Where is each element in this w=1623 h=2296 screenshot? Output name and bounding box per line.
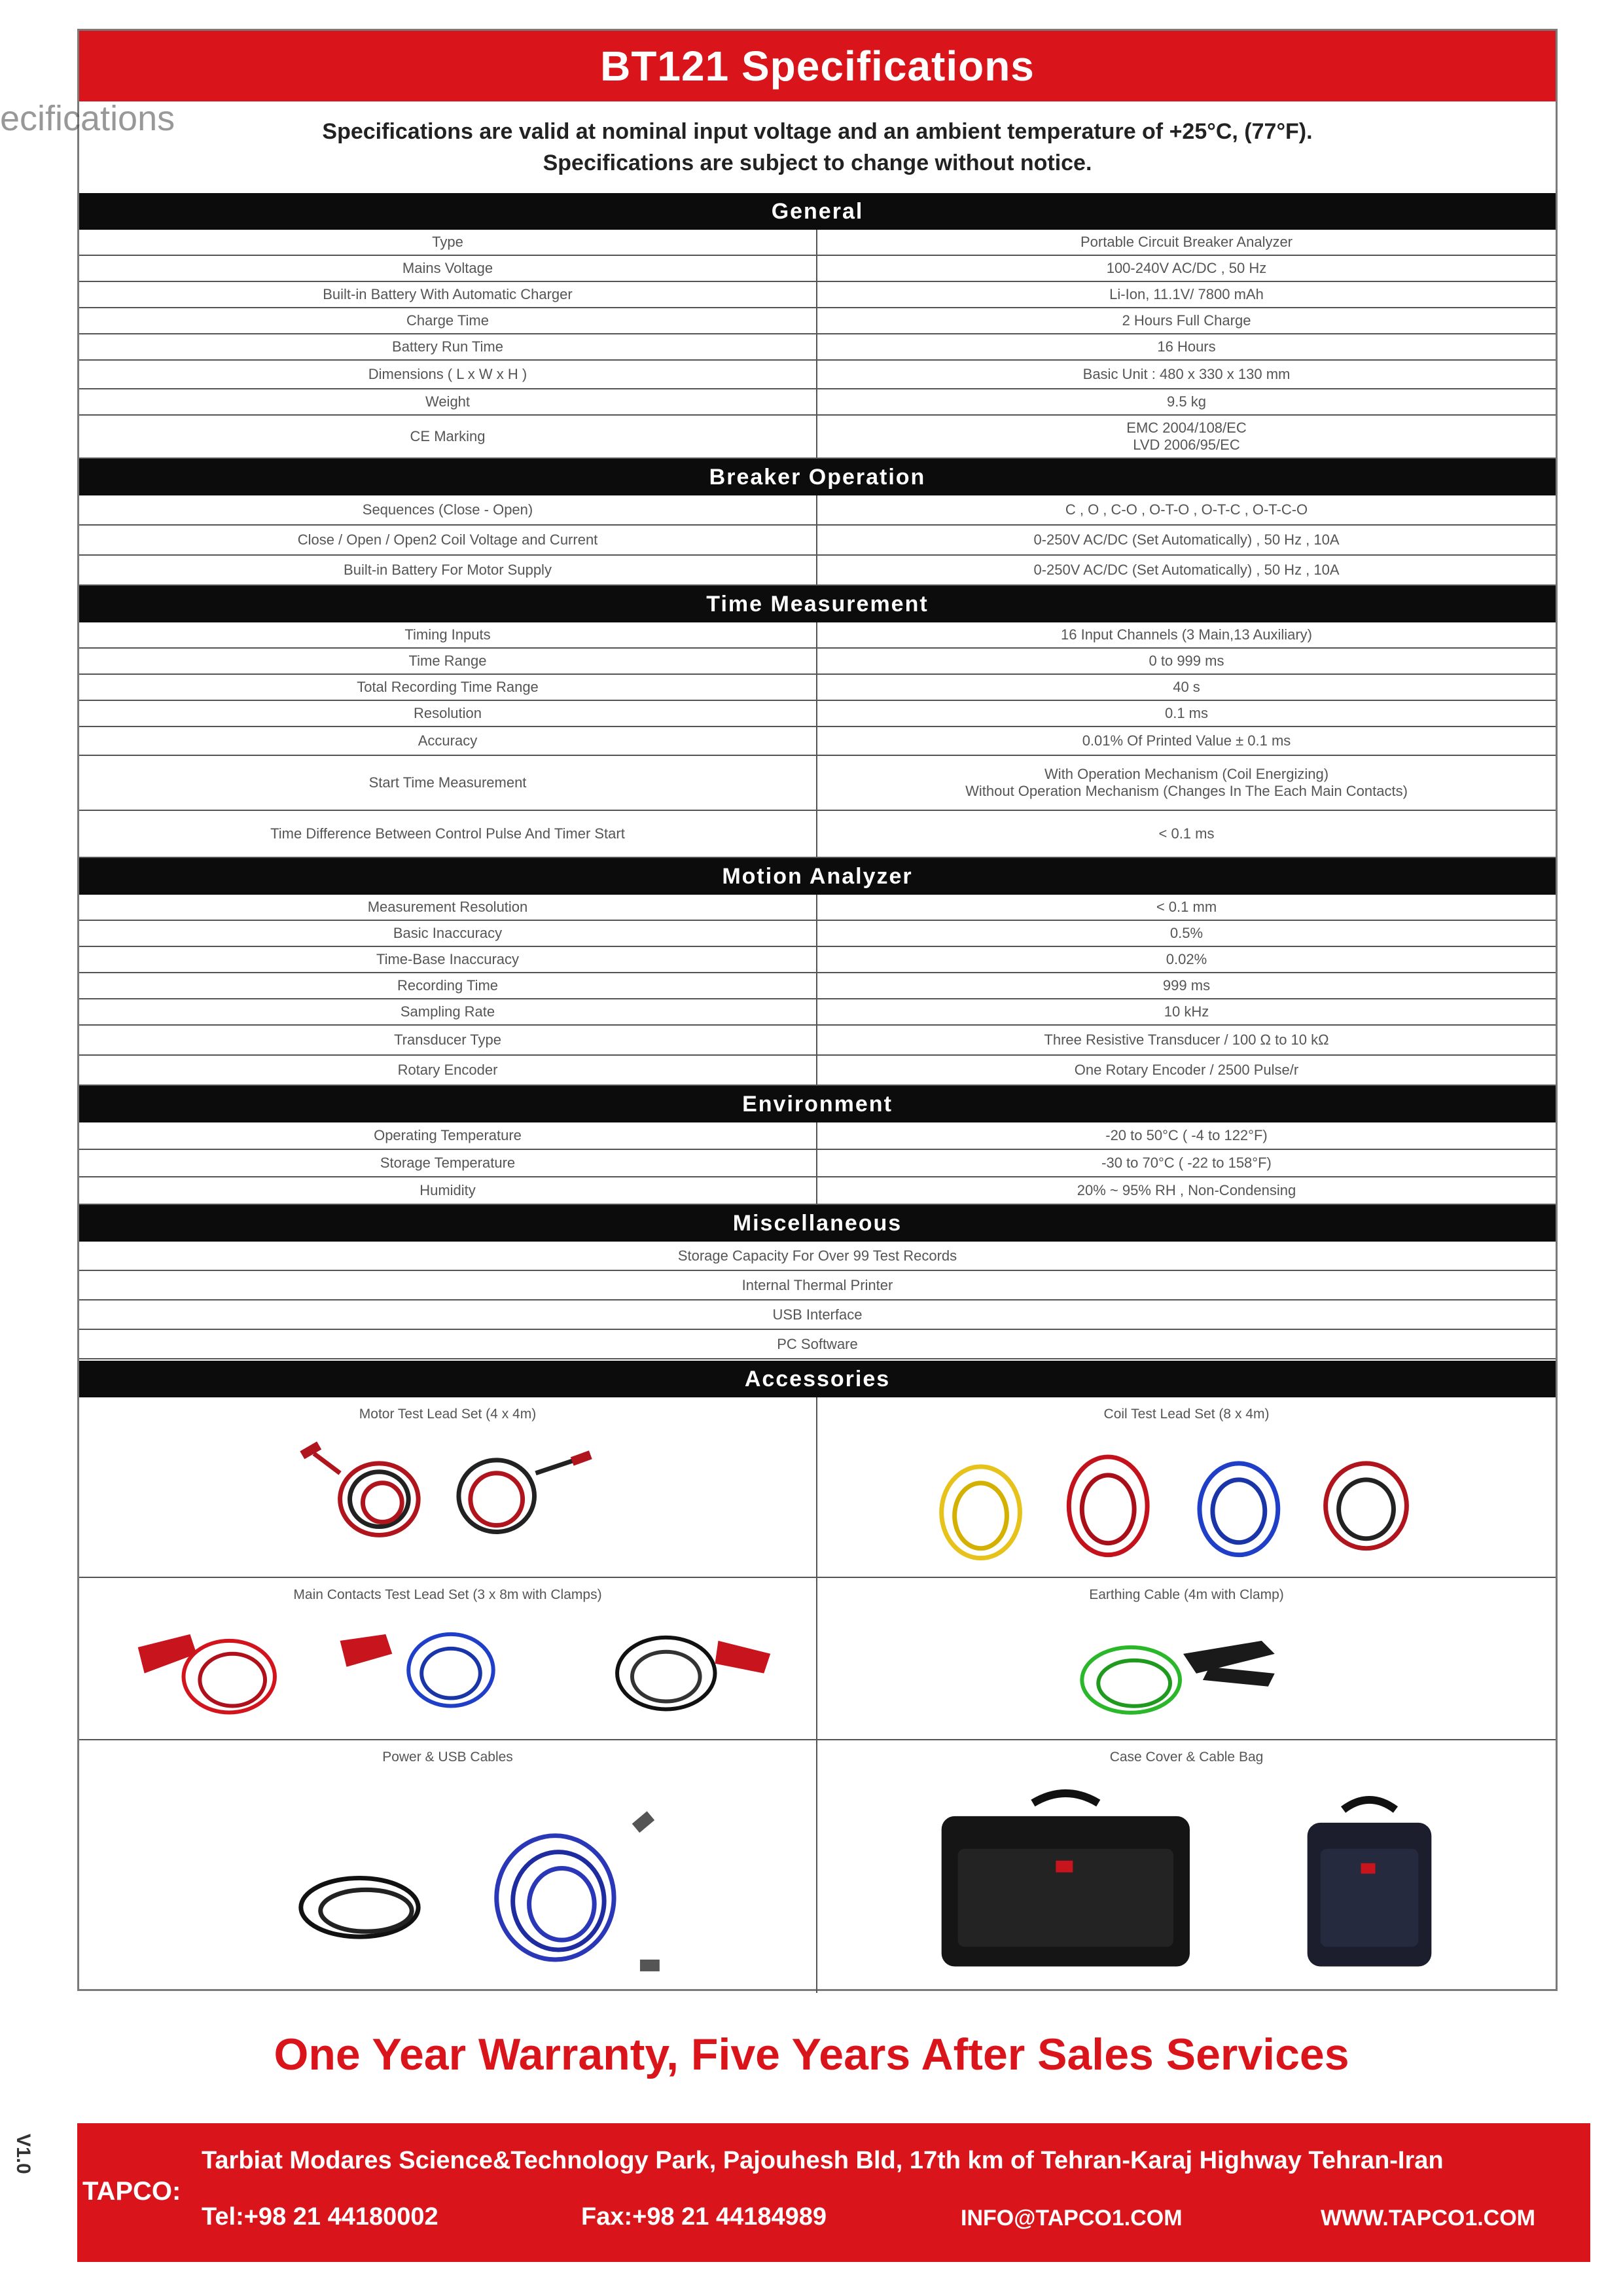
power-usb-cables-image — [79, 1777, 816, 1986]
spec-value — [817, 230, 1556, 255]
spec-value — [817, 1150, 1556, 1176]
spec-value-line: Basic Unit : 480 x 330 x 130 mm — [1082, 366, 1291, 382]
spec-row — [79, 649, 1556, 675]
general-table — [79, 230, 1556, 459]
spec-value-line: 0.1 ms — [1164, 705, 1209, 721]
spec-label: Battery Run Time — [79, 334, 817, 359]
accessory-motor-leads — [79, 1397, 817, 1578]
spec-value-line: 0.02% — [1166, 951, 1207, 967]
title-bar — [79, 31, 1556, 101]
spec-row — [79, 999, 1556, 1026]
spec-row — [79, 921, 1556, 947]
spec-label: Humidity — [79, 1177, 817, 1204]
version-label: V1.0 — [12, 2134, 34, 2174]
accessory-caption: Earthing Cable (4m with Clamp) — [1089, 1587, 1284, 1602]
intro-line-2: Specifications are subject to change without notice. — [543, 151, 1092, 175]
section-breaker-operation: Breaker Operation — [79, 459, 1556, 495]
misc-table — [79, 1242, 1556, 1359]
spec-row — [79, 1177, 1556, 1205]
spec-value-line: With Operation Mechanism (Coil Energizing) — [1044, 766, 1329, 782]
phone-number: Tel:+98 21 44180002 — [202, 2203, 438, 2231]
footer — [77, 2123, 1590, 2262]
page-title: BT121 Specifications — [600, 43, 1035, 90]
spec-label: Accuracy — [79, 727, 817, 755]
fax-number: Fax:+98 21 44184989 — [581, 2203, 827, 2231]
motion-table — [79, 895, 1556, 1086]
spec-value — [817, 701, 1556, 726]
spec-row — [79, 947, 1556, 973]
spec-value-line: 16 Hours — [1157, 338, 1216, 355]
spec-value — [817, 308, 1556, 333]
spec-value — [817, 361, 1556, 388]
accessory-caption: Motor Test Lead Set (4 x 4m) — [359, 1407, 537, 1422]
section-accessories: Accessories — [79, 1361, 1556, 1397]
spec-value-line: Portable Circuit Breaker Analyzer — [1080, 234, 1293, 250]
accessory-caption: Power & USB Cables — [382, 1749, 513, 1765]
spec-value-line: LVD 2006/95/EC — [1133, 437, 1240, 453]
spec-label: Time Range — [79, 649, 817, 673]
spec-label: Sampling Rate — [79, 999, 817, 1024]
spec-row — [79, 1056, 1556, 1086]
spec-row — [79, 282, 1556, 308]
accessory-earthing-cable — [817, 1578, 1556, 1740]
spec-value-line: 40 s — [1173, 679, 1200, 695]
spec-value-line: Without Operation Mechanism (Changes In The Each Main Contacts) — [965, 783, 1408, 799]
spec-value — [817, 556, 1556, 584]
spec-value — [817, 756, 1556, 810]
spec-row — [79, 230, 1556, 256]
spec-value-line: -20 to 50°C ( -4 to 122°F) — [1105, 1127, 1268, 1143]
spec-label: Time Difference Between Control Pulse And Timer Start — [79, 811, 817, 857]
spec-label: Start Time Measurement — [79, 756, 817, 810]
spec-row — [79, 389, 1556, 416]
spec-row — [79, 1026, 1556, 1056]
spec-value-line: 2 Hours Full Charge — [1122, 312, 1251, 329]
motor-leads-image — [79, 1434, 816, 1577]
spec-label: Built-in Battery With Automatic Charger — [79, 282, 817, 307]
spec-value-line: 999 ms — [1162, 977, 1211, 994]
section-environment: Environment — [79, 1086, 1556, 1122]
spec-value — [817, 973, 1556, 998]
spec-value-line: < 0.1 ms — [1158, 825, 1215, 842]
spec-label: Measurement Resolution — [79, 895, 817, 920]
spec-label: Weight — [79, 389, 817, 414]
earthing-cable-image — [817, 1615, 1556, 1739]
accessory-caption: Coil Test Lead Set (8 x 4m) — [1103, 1407, 1270, 1422]
spec-row — [79, 895, 1556, 921]
spec-value — [817, 1026, 1556, 1054]
email-link[interactable]: INFO@TAPCO1.COM — [961, 2206, 1183, 2231]
company-brand: TAPCO: — [82, 2177, 181, 2206]
spec-value — [817, 999, 1556, 1024]
accessory-caption: Case Cover & Cable Bag — [1109, 1749, 1264, 1765]
spec-value — [817, 811, 1556, 857]
accessory-caption: Main Contacts Test Lead Set (3 x 8m with Clamps) — [293, 1587, 602, 1602]
spec-row — [79, 526, 1556, 556]
breaker-table — [79, 495, 1556, 586]
case-and-bag-image — [817, 1777, 1556, 1986]
section-miscellaneous: Miscellaneous — [79, 1205, 1556, 1242]
spec-row — [79, 756, 1556, 811]
spec-value-line: -30 to 70°C ( -22 to 158°F) — [1101, 1155, 1272, 1171]
spec-label: Recording Time — [79, 973, 817, 998]
spec-value-line: 0.5% — [1169, 925, 1204, 941]
spec-row — [79, 416, 1556, 459]
spec-value — [817, 921, 1556, 946]
main-contact-leads-image — [79, 1615, 816, 1738]
spec-value-line: 9.5 kg — [1167, 393, 1206, 410]
accessories-grid — [79, 1397, 1556, 1993]
spec-label: Sequences (Close - Open) — [79, 495, 817, 524]
spec-label: Close / Open / Open2 Coil Voltage and Current — [79, 526, 817, 554]
spec-row — [79, 495, 1556, 526]
spec-value-line: 0.01% Of Printed Value ± 0.1 ms — [1082, 732, 1291, 749]
spec-label: Type — [79, 230, 817, 255]
spec-value — [817, 1122, 1556, 1149]
spec-value-line: 0 to 999 ms — [1149, 653, 1224, 669]
spec-value — [817, 675, 1556, 700]
spec-label: CE Marking — [79, 416, 817, 457]
accessory-coil-leads — [817, 1397, 1556, 1578]
spec-sheet — [77, 29, 1558, 1991]
spec-value — [817, 895, 1556, 920]
spec-value-line: < 0.1 mm — [1156, 899, 1217, 915]
spec-row — [79, 973, 1556, 999]
spec-value — [817, 334, 1556, 359]
spec-value-line: 16 Input Channels (3 Main,13 Auxiliary) — [1061, 626, 1312, 643]
misc-row — [79, 1300, 1556, 1330]
bleed-through-text: ecifications — [0, 99, 175, 138]
spec-value-line: 0-250V AC/DC (Set Automatically) , 50 Hz , 10A — [1033, 531, 1340, 548]
website-link[interactable]: WWW.TAPCO1.COM — [1321, 2206, 1535, 2231]
spec-value — [817, 389, 1556, 414]
spec-value-line: Li-Ion, 11.1V/ 7800 mAh — [1109, 286, 1264, 302]
spec-value — [817, 947, 1556, 972]
contact-row — [202, 2203, 1576, 2236]
spec-row — [79, 622, 1556, 649]
misc-item: Storage Capacity For Over 99 Test Records — [677, 1247, 957, 1264]
misc-row — [79, 1330, 1556, 1359]
spec-label: Basic Inaccuracy — [79, 921, 817, 946]
section-time-measurement: Time Measurement — [79, 586, 1556, 622]
accessory-case-and-bag — [817, 1740, 1556, 1993]
spec-value-line: 20% ~ 95% RH , Non-Condensing — [1077, 1182, 1296, 1198]
spec-value — [817, 649, 1556, 673]
misc-row — [79, 1242, 1556, 1271]
spec-value-line: One Rotary Encoder / 2500 Pulse/r — [1074, 1062, 1299, 1078]
intro-line-1: Specifications are valid at nominal input voltage and an ambient temperature of +25°C, (77°F). — [322, 119, 1313, 144]
misc-item: PC Software — [777, 1335, 858, 1352]
spec-label: Charge Time — [79, 308, 817, 333]
warranty-banner: One Year Warranty, Five Years After Sales Services — [274, 2030, 1349, 2079]
spec-row — [79, 675, 1556, 701]
spec-label: Built-in Battery For Motor Supply — [79, 556, 817, 584]
spec-row — [79, 727, 1556, 756]
spec-value — [817, 727, 1556, 755]
spec-value-line: 10 kHz — [1164, 1003, 1209, 1020]
company-address: Tarbiat Modares Science&Technology Park, Pajouhesh Bld, 17th km of Tehran-Karaj Highway Tehran-Iran — [202, 2147, 1444, 2174]
spec-value-line: 100-240V AC/DC , 50 Hz — [1106, 260, 1267, 276]
spec-label: Dimensions ( L x W x H ) — [79, 361, 817, 388]
spec-row — [79, 1150, 1556, 1177]
spec-value — [817, 416, 1556, 457]
environment-table — [79, 1122, 1556, 1205]
misc-row — [79, 1271, 1556, 1300]
spec-row — [79, 256, 1556, 282]
spec-value — [817, 495, 1556, 524]
misc-item: USB Interface — [772, 1306, 863, 1323]
spec-row — [79, 701, 1556, 727]
intro-note — [79, 101, 1556, 193]
spec-row — [79, 361, 1556, 389]
spec-label: Resolution — [79, 701, 817, 726]
spec-value-line: C , O , C-O , O-T-O , O-T-C , O-T-C-O — [1065, 501, 1308, 518]
spec-value — [817, 622, 1556, 647]
accessory-power-usb-cables — [79, 1740, 817, 1993]
spec-value-line: Three Resistive Transducer / 100 Ω to 10 kΩ — [1044, 1031, 1329, 1048]
spec-label: Storage Temperature — [79, 1150, 817, 1176]
misc-item: Internal Thermal Printer — [741, 1276, 893, 1293]
accessory-main-contact-leads — [79, 1578, 817, 1740]
spec-value-line: EMC 2004/108/EC — [1126, 420, 1247, 436]
spec-value — [817, 526, 1556, 554]
spec-row — [79, 811, 1556, 858]
spec-value — [817, 1177, 1556, 1204]
spec-value — [817, 256, 1556, 281]
coil-leads-image — [817, 1434, 1556, 1578]
spec-row — [79, 334, 1556, 361]
spec-label: Time-Base Inaccuracy — [79, 947, 817, 972]
spec-label: Rotary Encoder — [79, 1056, 817, 1085]
spec-row — [79, 1122, 1556, 1150]
spec-label: Operating Temperature — [79, 1122, 817, 1149]
spec-label: Total Recording Time Range — [79, 675, 817, 700]
spec-label: Mains Voltage — [79, 256, 817, 281]
spec-value — [817, 282, 1556, 307]
spec-value — [817, 1056, 1556, 1085]
spec-row — [79, 556, 1556, 586]
time-table — [79, 622, 1556, 858]
spec-value-line: 0-250V AC/DC (Set Automatically) , 50 Hz , 10A — [1033, 562, 1340, 578]
spec-row — [79, 308, 1556, 334]
spec-label: Timing Inputs — [79, 622, 817, 647]
section-motion-analyzer: Motion Analyzer — [79, 858, 1556, 895]
spec-label: Transducer Type — [79, 1026, 817, 1054]
section-general: General — [79, 193, 1556, 230]
